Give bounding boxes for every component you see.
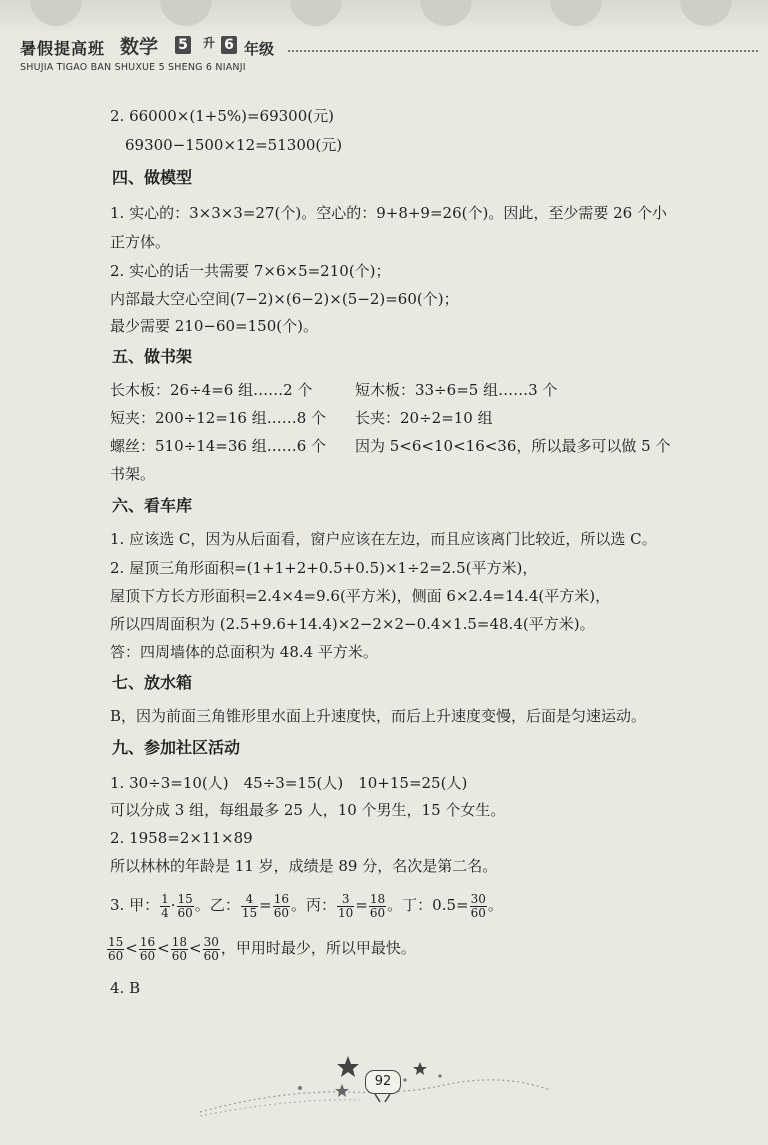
comparison-line xyxy=(106,932,416,964)
star-icon xyxy=(337,1056,359,1077)
comparison-conclusion: ，甲用时最少，所以甲最快。 xyxy=(220,939,416,957)
fraction xyxy=(337,893,354,920)
answer-line: 所以四周面积为 (2.5+9.6+14.4)×2−2×2−0.4×1.5=48.4(平方米)。 xyxy=(110,615,595,633)
answer-line: 答：四周墙体的总面积为 48.4 平方米。 xyxy=(110,643,378,661)
answer-line: 2. 屋顶三角形面积=(1+1+2+0.5+0.5)×1÷2=2.5(平方米)， xyxy=(110,559,538,577)
frac-separator: 。 xyxy=(290,896,306,914)
section-heading: 六、看车库 xyxy=(112,496,193,515)
subject-title: 数学 xyxy=(120,36,159,58)
fraction xyxy=(470,893,487,920)
answer-line: 最少需要 210−60=150(个)。 xyxy=(110,317,318,335)
frac-line-prefix: 3. 甲： xyxy=(110,896,160,914)
frac-label: 乙： xyxy=(209,896,240,914)
top-decorative-band xyxy=(0,0,768,30)
frac-label: 丁： xyxy=(402,896,433,914)
answer-line: 2. 1958=2×11×89 xyxy=(110,829,253,847)
fraction xyxy=(203,936,220,963)
fraction-denominator: 60 xyxy=(470,905,486,920)
grade-suffix: 年级 xyxy=(244,40,275,58)
answer-line: 2. 实心的话一共需要 7×6×5=210(个)； xyxy=(110,262,391,280)
answer-line: 短夹：200÷12=16 组……8 个 xyxy=(110,409,327,427)
fraction-numerator: 16 xyxy=(273,891,289,906)
fraction-numerator: 30 xyxy=(470,891,486,906)
page-footer xyxy=(200,1050,660,1130)
star-icon xyxy=(335,1084,349,1097)
band-scallop xyxy=(160,0,212,26)
frac-label: 丙： xyxy=(305,896,336,914)
fraction xyxy=(241,893,258,920)
less-than-sign: < xyxy=(189,939,202,957)
grade-to: 6 xyxy=(221,36,237,54)
answer-line: 长木板：26÷4=6 组……2 个 xyxy=(110,381,313,399)
decimal-value: 0.5 xyxy=(432,896,457,914)
series-title: 暑假提高班 xyxy=(20,39,106,58)
answer-line: 短木板：33÷6=5 组……3 个 xyxy=(355,381,558,399)
dot-icon xyxy=(403,1078,406,1081)
fraction-numerator: 15 xyxy=(177,891,193,906)
fraction xyxy=(273,893,290,920)
answer-line: 屋顶下方长方形面积=2.4×4=9.6(平方米)，侧面 6×2.4=14.4(平方米)， xyxy=(110,587,611,605)
fraction xyxy=(107,936,124,963)
section-heading: 四、做模型 xyxy=(112,168,193,187)
band-scallop xyxy=(420,0,472,26)
fraction-denominator: 60 xyxy=(171,948,187,963)
fraction-line: 3. 甲： $\frac{1}{4}$ · $\frac{15}{60}$ 。乙： $\frac{4}{15}$ = $\frac{16}{60}$ 。丙： $\frac{3}{10}$ = $\frac{18}{60}$ 。丁：0.5= $\frac{30}{60}$ 。 xyxy=(110,891,503,920)
fraction xyxy=(177,893,194,920)
fraction-numerator: 4 xyxy=(241,893,258,907)
fraction-numerator: 3 xyxy=(337,893,354,907)
fraction-denominator: 60 xyxy=(139,948,156,963)
page-header xyxy=(20,36,750,80)
dot-icon xyxy=(438,1074,441,1077)
band-scallop xyxy=(290,0,342,26)
fraction-numerator: 18 xyxy=(369,891,386,906)
fraction-denominator: 10 xyxy=(338,905,354,920)
frac-separator: · xyxy=(170,896,176,914)
fraction-denominator: 60 xyxy=(203,948,219,963)
fraction-denominator: 4 xyxy=(161,905,169,920)
fraction-denominator: 60 xyxy=(108,948,124,963)
answer-line: B，因为前面三角锥形里水面上升速度快，而后上升速度变慢，后面是匀速运动。 xyxy=(110,707,647,725)
answer-line: 可以分成 3 组，每组最多 25 人，10 个男生，15 个女生。 xyxy=(110,801,506,819)
frac-separator: 。 xyxy=(387,896,403,914)
answer-line: 因为 5<6<10<16<36，所以最多可以做 5 个 xyxy=(355,437,671,455)
header-pinyin: SHUJIA TIGAO BAN SHUXUE 5 SHENG 6 NIANJI xyxy=(20,62,246,73)
footer-decoration xyxy=(200,1050,660,1130)
frac-separator: 。 xyxy=(194,896,210,914)
answer-line: 69300−1500×12=51300(元) xyxy=(125,136,343,154)
less-than-sign: < xyxy=(125,939,138,957)
band-scallop xyxy=(30,0,82,26)
fraction-denominator: 60 xyxy=(177,905,193,920)
fraction xyxy=(171,936,188,963)
dot-icon xyxy=(298,1086,302,1090)
answer-line: 所以林林的年龄是 11 岁，成绩是 89 分，名次是第二名。 xyxy=(110,857,498,875)
fraction-numerator: 1 xyxy=(161,891,169,906)
section-heading: 九、参加社区活动 xyxy=(112,738,241,757)
fraction-numerator: 30 xyxy=(203,934,219,949)
fraction xyxy=(369,893,386,920)
answer-line: 内部最大空心空间(7−2)×(6−2)×(5−2)=60(个)； xyxy=(110,290,459,308)
section-heading: 五、做书架 xyxy=(112,347,193,366)
fraction-denominator: 60 xyxy=(273,905,289,920)
frac-separator: 。 xyxy=(487,896,503,914)
fraction-numerator: 18 xyxy=(171,934,187,949)
section-heading: 七、放水箱 xyxy=(112,673,193,692)
fraction-numerator: 15 xyxy=(108,934,124,949)
answer-line: 4. B xyxy=(110,979,141,997)
band-scallop xyxy=(550,0,602,26)
answer-line: 1. 实心的：3×3×3=27(个)。空心的：9+8+9=26(个)。因此，至少需要 26 个小 xyxy=(110,204,667,222)
answer-line: 螺丝：510÷14=36 组……6 个 xyxy=(110,437,327,455)
fraction xyxy=(160,893,170,920)
grade-from: 5 xyxy=(175,36,191,54)
fraction-denominator: 60 xyxy=(369,905,386,920)
band-scallop xyxy=(680,0,732,26)
answer-line: 书架。 xyxy=(110,465,156,483)
fraction xyxy=(139,936,156,963)
less-than-sign: < xyxy=(157,939,170,957)
header-dotted-rule xyxy=(288,50,758,52)
grade-separator: 升 xyxy=(203,36,216,50)
star-icon xyxy=(413,1062,427,1075)
answer-line: 2. 66000×(1+5%)=69300(元) xyxy=(110,107,334,125)
answer-line: 长夹：20÷2=10 组 xyxy=(355,409,493,427)
answer-line: 1. 30÷3=10(人) 45÷3=15(人) 10+15=25(人) xyxy=(110,774,468,792)
fraction-numerator: 16 xyxy=(139,934,156,949)
fraction-denominator: 15 xyxy=(241,905,258,920)
page-number: 92 xyxy=(365,1070,401,1094)
answer-line: 1. 应该选 C，因为从后面看，窗户应该在左边，而且应该离门比较近，所以选 C。 xyxy=(110,530,657,548)
answer-line: 正方体。 xyxy=(110,233,171,251)
